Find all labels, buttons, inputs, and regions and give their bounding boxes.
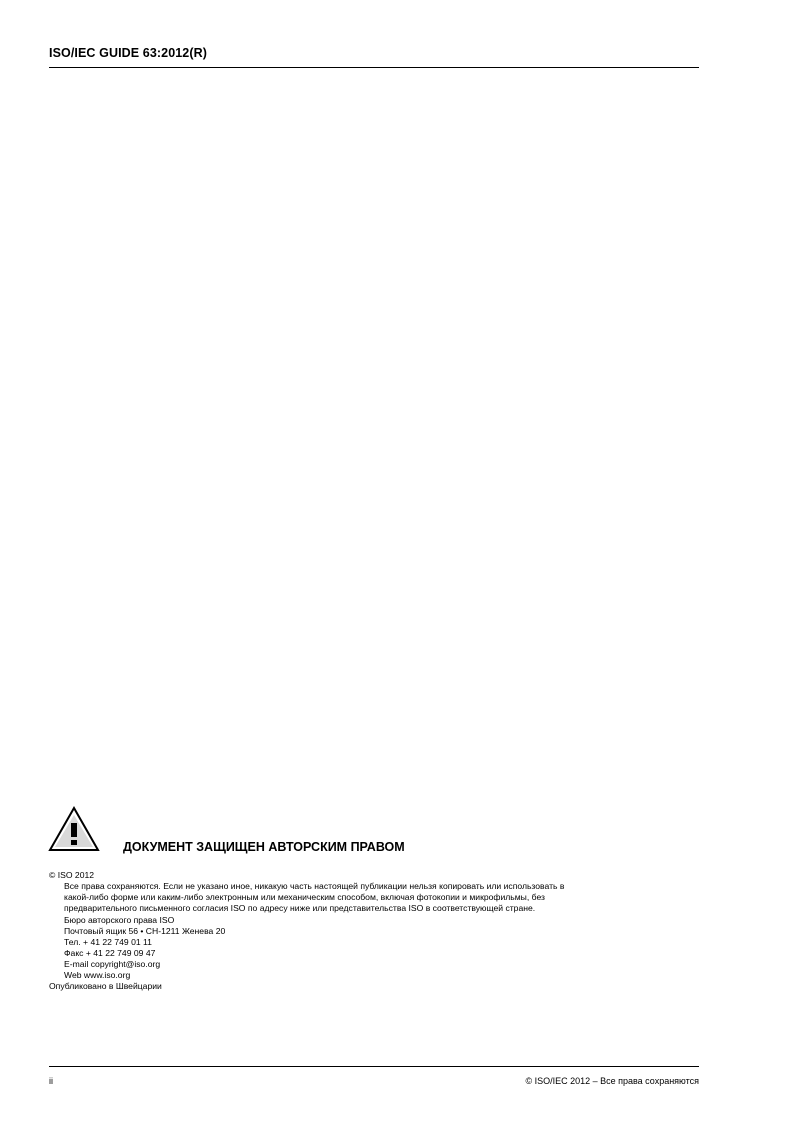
- copyright-notice: [49, 870, 709, 992]
- web-line: Web www.iso.org: [64, 970, 131, 980]
- address-line: Почтовый ящик 56 • CH-1211 Женева 20: [64, 926, 226, 936]
- footer-copyright: © ISO/IEC 2012 – Все права сохраняются: [525, 1076, 699, 1086]
- address-block: [49, 915, 709, 981]
- footer-divider: [49, 1066, 699, 1067]
- rights-line: какой-либо форме или каким-либо электронным или механическим способом, включая фотокопии и микрофильмы, без: [64, 892, 545, 902]
- rights-line: предварительного письменного согласия ISO по адресу ниже или представительства ISO в соответствующей стране.: [64, 903, 536, 913]
- document-title: ISO/IEC GUIDE 63:2012(R): [49, 46, 208, 60]
- page-number: ii: [49, 1076, 53, 1086]
- copyright-year: © ISO 2012: [49, 870, 95, 880]
- address-line: Бюро авторского права ISO: [64, 915, 175, 925]
- rights-line: Все права сохраняются. Если не указано иное, никакую часть настоящей публикации нельзя копировать или использовать в: [64, 881, 565, 891]
- published-in: Опубликовано в Швейцарии: [49, 981, 162, 991]
- header-divider: [49, 67, 699, 68]
- rights-statement: [49, 881, 709, 914]
- warning-triangle-icon: [48, 806, 100, 852]
- email-line: E-mail copyright@iso.org: [64, 959, 161, 969]
- fax-line: Факс + 41 22 749 09 47: [64, 948, 156, 958]
- phone-line: Тел. + 41 22 749 01 11: [64, 937, 152, 947]
- copyright-warning-title: ДОКУМЕНТ ЗАЩИЩЕН АВТОРСКИМ ПРАВОМ: [123, 840, 405, 854]
